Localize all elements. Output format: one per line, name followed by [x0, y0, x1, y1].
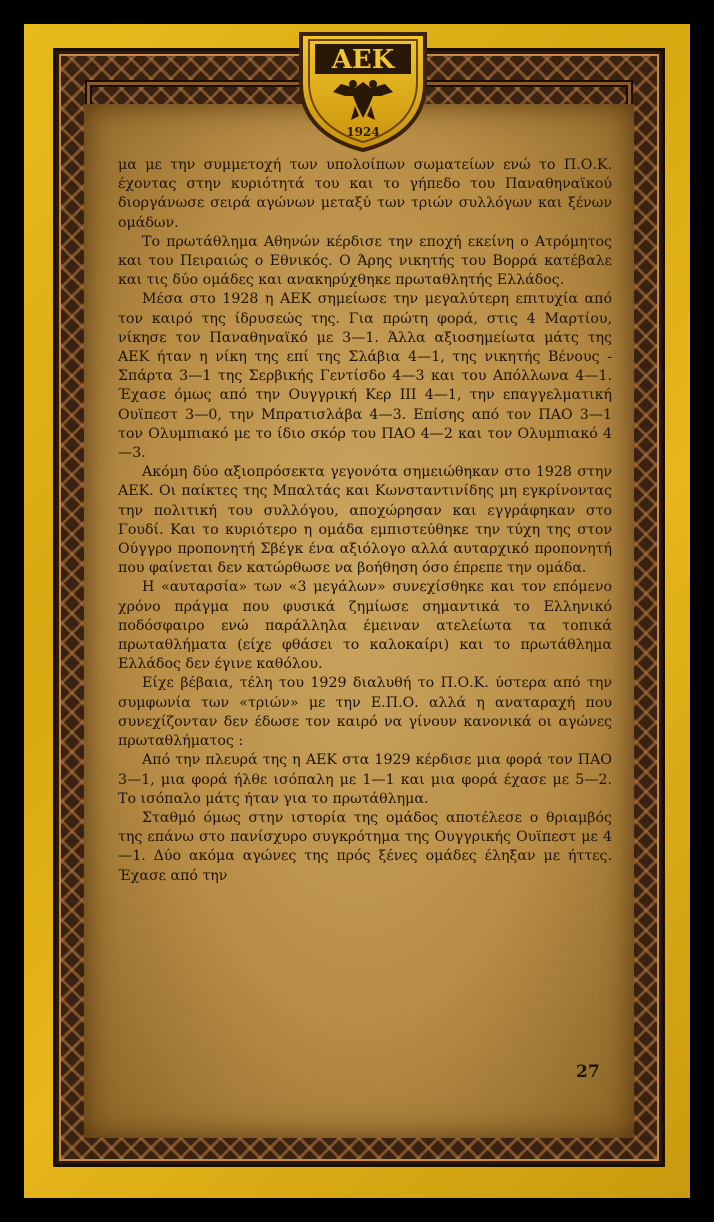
paragraph: Ακόμη δύο αξιοπρόσεκτα γεγονότα σημειώθηκαν στο 1928 στην ΑΕΚ. Οι παίκτες της Μπαλτάς και Κωνσταντινίδης μη εγκρίνοντας την πολιτική του συλλόγου, αποχώρησαν και εγγράφηκαν στο Γουδί. Και το κυριότερο η ομάδα εμπιστεύθηκε την τύχη της στον Ούγγρο προπονητή Σβέγκ ένα αξιόλογο αλλά αυταρχικό προπονητή που φαίνεται δεν κατώρθωσε να βοήθηση όσο έπρεπε την ομάδα.: [118, 464, 612, 577]
aek-logo: [295, 26, 431, 154]
paragraph: Μέσα στο 1928 η ΑΕΚ σημείωσε την μεγαλύτερη επιτυχία από τον καιρό της ίδρυσεώς της. Για πρώτη φορά, στις 4 Μαρτίου, νίκησε τον Παναθηναϊκό με 3—1. Άλλα αξιοσημείωτα μάτς της ΑΕΚ ήταν η νίκη της επί της Σλάβια 4—1, της νικητής Βένους - Σπάρτα 3—1 της Σερβικής Γεντίσδο 4—3 και του Απόλλωνα 4—1. Έχασε όμως από την Ουγγρική Κερ ΙΙΙ 4—1, την επαγγελματική Ουϊπεστ 3—0, την Μπρατισλάβα 4—3. Επίσης από τον ΠΑΟ 3—1 τον Ολυμπιακό με το ίδιο σκόρ του ΠΑΟ 4—2 και τον Ολυμπιακό 4—3.: [118, 291, 612, 462]
article-text: [118, 156, 612, 886]
paragraph: Από την πλευρά της η ΑΕΚ στα 1929 κέρδισε μια φορά τον ΠΑΟ 3—1, μια φορά ήλθε ισόπαλη με 1—1 και μια φορά έχασε με 5—2. Το ισόπαλο μάτς ήταν για το πρωτάθλημα.: [118, 752, 612, 807]
logo-year: 1924: [346, 125, 380, 139]
logo-text: ΑΕΚ: [331, 45, 395, 75]
paragraph: Το πρωτάθλημα Αθηνών κέρδισε την εποχή εκείνη ο Ατρόμητος και του Πειραιώς ο Εθνικός. Ο Άρης νικητής του Βορρά κατέβαλε και τις δύο ομάδες και ανακηρύχθηκε πρωταθλητής Ελλάδος.: [118, 233, 612, 289]
page-number: 27: [576, 1062, 600, 1082]
paragraph: Σταθμό όμως στην ιστορία της ομάδος αποτέλεσε ο θριαμβός της επάνω στο πανίσχυρο συγκρότημα της Ουγγρικής Ουϊπεστ με 4—1. Δύο ακόμα αγώνες της πρός ξένες ομάδες έληξαν με ήττες. Έχασε από την: [118, 809, 612, 884]
paragraph: μα με την συμμετοχή των υπολοίπων σωματείων ενώ το Π.Ο.Κ. έχοντας στην κυριότητά του και το γήπεδο του Παναθηναϊκού διοργάνωσε σειρά αγώνων μεταξύ των τριών συλλόγων και ξένων ομάδων.: [118, 157, 612, 231]
paragraph: Η «αυταρσία» των «3 μεγάλων» συνεχίσθηκε και τον επόμενο χρόνο πράγμα που φυσικά ζημίωσε σημαντικά το Ελληνικό ποδόσφαιρο ενώ παράλληλα έμειναν ατελείωτα τα τοπικά πρωταθλήματα (είχε φθάσει το καλοκαίρι) και το πρωτάθλημα Ελλάδος δεν έγινε καθόλου.: [118, 579, 612, 673]
paragraph: Είχε βέβαια, τέλη του 1929 διαλυθή το Π.Ο.Κ. ύστερα από την συμφωνία των «τριών» με την Ε.Π.Ο. αλλά η αναταραχή που συνεχίζονταν δεν έδωσε τον καιρό να γίνουν κανονικά οι αγώνες πρωταθλήματος :: [118, 675, 612, 750]
